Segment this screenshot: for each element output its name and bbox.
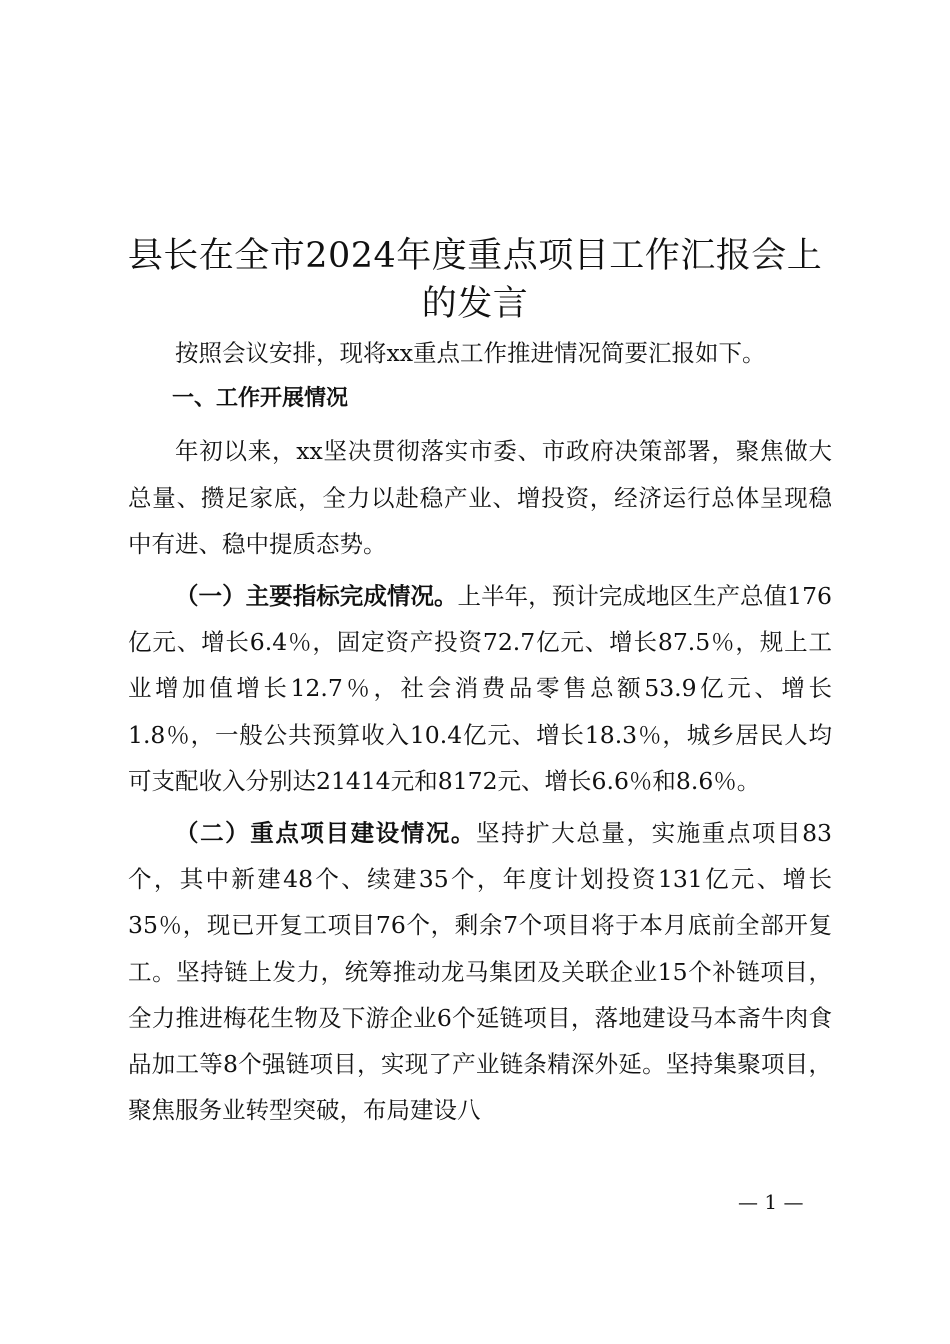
section-heading: 一、工作开展情况 <box>172 386 349 412</box>
projects-body: 坚持扩大总量，实施重点项目83个，其中新建48个、续建35个，年度计划投资131亿元、增长35％，现已开复工项目76个，剩余7个项目将于本月底前全部开复工。坚持链上发力，统筹推动龙马集团及关联企业15个补链项目，全力推进梅花生物及下游企业6个延链项目，落地建设马本斋牛肉食品加工等8个强链项目，实现了产业链条精深外延。坚持集聚项目，聚焦服务业转型突破，布局建设八 <box>128 819 833 1125</box>
projects-lead: （二）重点项目建设情况。 <box>175 819 477 848</box>
projects-paragraph <box>128 810 832 1133</box>
page-number: — 1 — <box>738 1190 804 1214</box>
document-title: 县长在全市2024年度重点项目工作汇报会上的发言 <box>127 236 823 324</box>
indicators-paragraph <box>128 573 832 804</box>
overview-paragraph: 年初以来，xx坚决贯彻落实市委、市政府决策部署，聚焦做大总量、攒足家底，全力以赴稳产业、增投资，经济运行总体呈现稳中有进、稳中提质态势。 <box>128 437 832 558</box>
intro-paragraph: 按照会议安排，现将xx重点工作推进情况简要汇报如下。 <box>175 339 766 367</box>
indicators-lead: （一）主要指标完成情况。 <box>175 582 458 611</box>
indicators-body: 上半年，预计完成地区生产总值176亿元、增长6.4％，固定资产投资72.7亿元、增长87.5％，规上工业增加值增长12.7％，社会消费品零售总额53.9亿元、增长1.8％，一般公共预算收入10.4亿元、增长18.3％，城乡居民人均可支配收入分别达21414元和8172元、增长6.6％和8.6％。 <box>128 582 832 795</box>
document-body <box>128 330 832 1133</box>
